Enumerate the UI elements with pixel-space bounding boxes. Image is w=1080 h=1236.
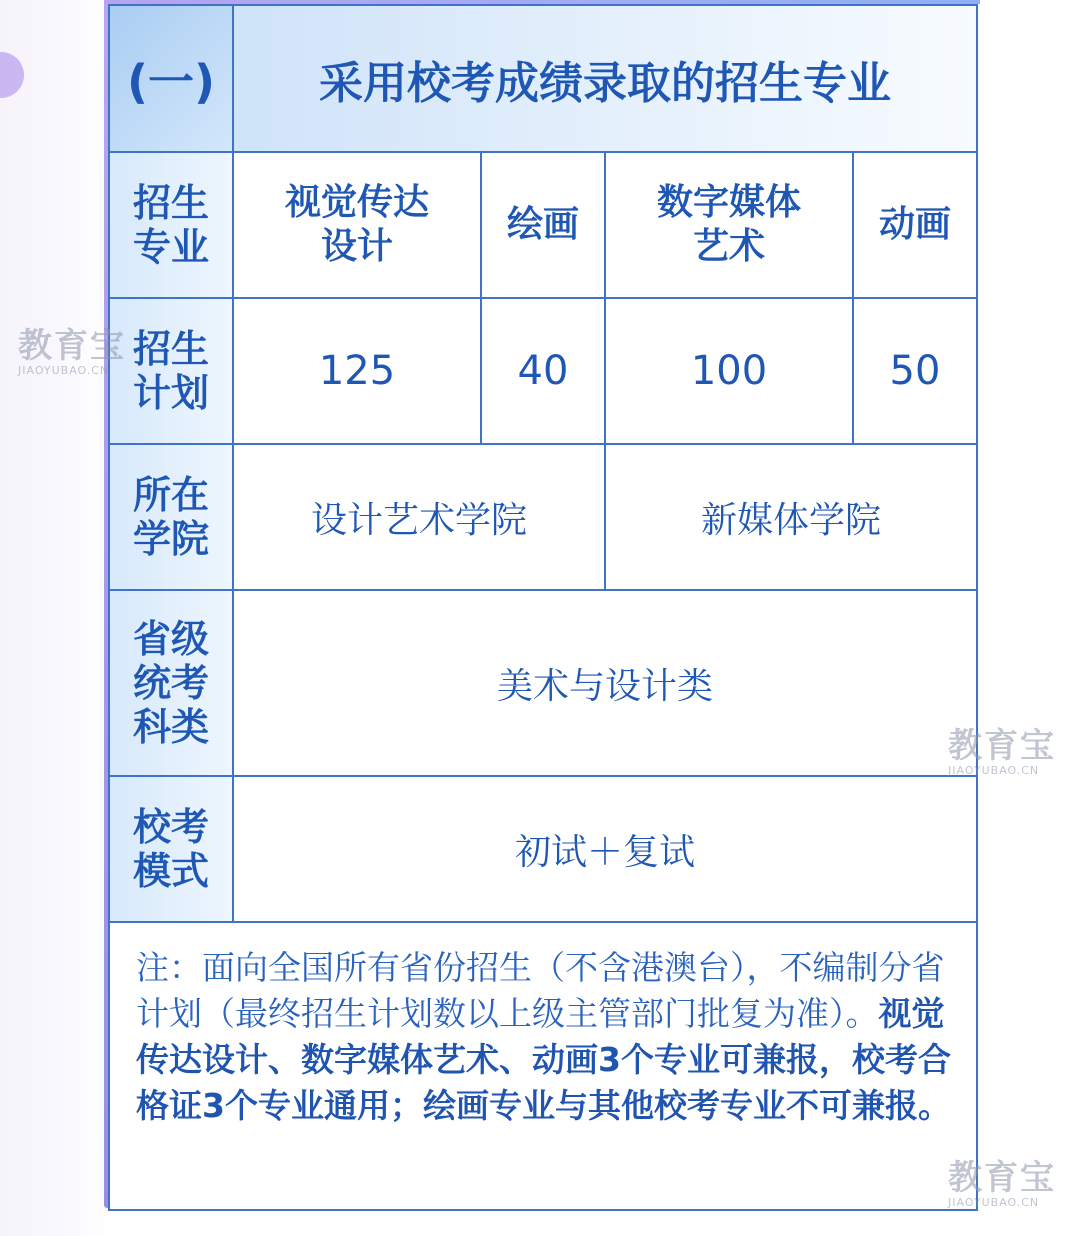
major-painting: 绘画	[481, 152, 605, 298]
college-design-art: 设计艺术学院	[233, 444, 605, 590]
page-background	[0, 0, 110, 1236]
major-animation: 动画	[853, 152, 977, 298]
major-digital-media-art: 数字媒体 艺术	[605, 152, 853, 298]
note-bold: 视觉传达设计、数字媒体艺术、动画3个专业可兼报，校考合格证3个专业通用；绘画专业与其他校考专业不可兼报。	[136, 994, 951, 1125]
section-title: 采用校考成绩录取的招生专业	[233, 5, 977, 152]
row-label-majors: 招生 专业	[109, 152, 233, 298]
exam-category: 美术与设计类	[233, 590, 977, 776]
note-text	[109, 922, 977, 1210]
watermark-logo: 教育宝 JIAOYUBAO.CN	[18, 326, 126, 377]
admission-table	[108, 4, 978, 1211]
row-label-plan: 招生 计划	[109, 298, 233, 444]
plan-painting: 40	[481, 298, 605, 444]
section-number: (一)	[109, 5, 233, 152]
row-label-college: 所在 学院	[109, 444, 233, 590]
major-visual-communication: 视觉传达 设计	[233, 152, 481, 298]
plan-animation: 50	[853, 298, 977, 444]
note-normal: 注：面向全国所有省份招生（不含港澳台），不编制分省计划（最终招生计划数以上级主管部门批复为准）。	[136, 948, 945, 1033]
plan-digital-media-art: 100	[605, 298, 853, 444]
watermark-logo: 教育宝 JIAOYUBAO.CN	[948, 726, 1056, 777]
watermark-logo: 教育宝 JIAOYUBAO.CN	[948, 1158, 1056, 1209]
row-label-mode: 校考 模式	[109, 776, 233, 922]
exam-mode: 初试＋复试	[233, 776, 977, 922]
college-new-media: 新媒体学院	[605, 444, 977, 590]
plan-visual-communication: 125	[233, 298, 481, 444]
row-label-category: 省级 统考 科类	[109, 590, 233, 776]
